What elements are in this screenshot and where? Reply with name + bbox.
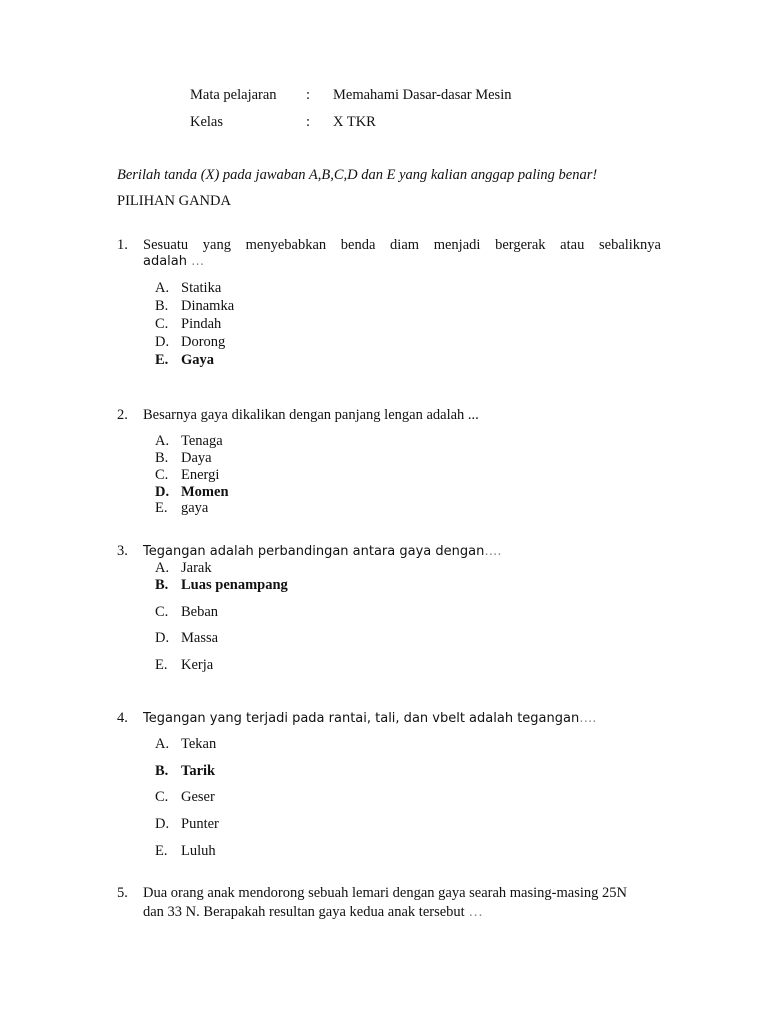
subject-label: Mata pelajaran xyxy=(190,87,277,103)
option-letter: E. xyxy=(155,500,168,516)
option-letter: E. xyxy=(155,657,168,673)
question-text-line: Dua orang anak mendorong sebuah lemari dengan gaya searah masing-masing 25N xyxy=(143,885,627,901)
option-text: Luluh xyxy=(181,843,216,859)
option-text: Geser xyxy=(181,789,215,805)
question-text-line: Tegangan yang terjadi pada rantai, tali, dan vbelt adalah tegangan…. xyxy=(143,711,597,726)
option-letter: C. xyxy=(155,604,169,620)
question-text-line: Tegangan adalah perbandingan antara gaya dengan…. xyxy=(143,544,502,559)
class-value: X TKR xyxy=(333,114,376,130)
option-text-correct: Luas penampang xyxy=(181,577,288,593)
option-text: Daya xyxy=(181,450,212,466)
class-label: Kelas xyxy=(190,114,224,130)
ellipsis: …. xyxy=(579,711,597,726)
option-letter: C. xyxy=(155,467,169,483)
ellipsis: … xyxy=(191,254,205,269)
option-text: Kerja xyxy=(181,657,214,673)
option-letter: D. xyxy=(155,630,170,646)
option-text: Statika xyxy=(181,280,222,296)
question-number: 3. xyxy=(117,543,128,559)
option-letter: E. xyxy=(155,843,168,859)
option-text: Tekan xyxy=(181,736,217,752)
question-number: 1. xyxy=(117,237,128,253)
option-letter-correct: B. xyxy=(155,763,169,779)
subject-value: Memahami Dasar-dasar Mesin xyxy=(333,87,512,103)
option-text-correct: Momen xyxy=(181,484,229,500)
option-text: Jarak xyxy=(181,560,212,576)
ellipsis: … xyxy=(468,904,483,920)
option-text: Energi xyxy=(181,467,220,483)
subject-colon: : xyxy=(306,87,311,103)
option-text: Massa xyxy=(181,630,219,646)
instruction-text: Berilah tanda (X) pada jawaban A,B,C,D dan E yang kalian anggap paling benar! xyxy=(117,167,598,183)
question-text-line: Besarnya gaya dikalikan dengan panjang lengan adalah ... xyxy=(143,407,479,423)
question-number: 2. xyxy=(117,407,128,423)
option-letter: B. xyxy=(155,450,169,466)
ellipsis: …. xyxy=(484,544,502,559)
question-number: 4. xyxy=(117,710,128,726)
option-letter-correct: D. xyxy=(155,484,170,500)
section-title: PILIHAN GANDA xyxy=(117,193,231,209)
option-letter: A. xyxy=(155,433,170,449)
option-letter-correct: B. xyxy=(155,577,169,593)
option-text: Tenaga xyxy=(181,433,223,449)
question-text-line: adalah … xyxy=(143,254,205,269)
option-letter: D. xyxy=(155,816,170,832)
option-text-correct: Gaya xyxy=(181,352,215,368)
option-letter-correct: E. xyxy=(155,352,169,368)
option-letter: B. xyxy=(155,298,169,314)
option-text: Dinamka xyxy=(181,298,235,314)
option-letter: A. xyxy=(155,736,170,752)
option-text: Beban xyxy=(181,604,219,620)
question-number: 5. xyxy=(117,885,128,901)
option-letter: A. xyxy=(155,560,170,576)
question-text-line: dan 33 N. Berapakah resultan gaya kedua anak tersebut … xyxy=(143,904,483,920)
option-letter: A. xyxy=(155,280,170,296)
option-text-correct: Tarik xyxy=(181,763,216,779)
option-letter: C. xyxy=(155,789,169,805)
option-text: Punter xyxy=(181,816,219,832)
option-letter: C. xyxy=(155,316,169,332)
option-text: gaya xyxy=(181,500,209,516)
option-letter: D. xyxy=(155,334,170,350)
option-text: Pindah xyxy=(181,316,222,332)
question-text-line: Sesuatu yang menyebabkan benda diam menjadi bergerak atau sebaliknya xyxy=(143,237,661,253)
class-colon: : xyxy=(306,114,311,130)
option-text: Dorong xyxy=(181,334,226,350)
